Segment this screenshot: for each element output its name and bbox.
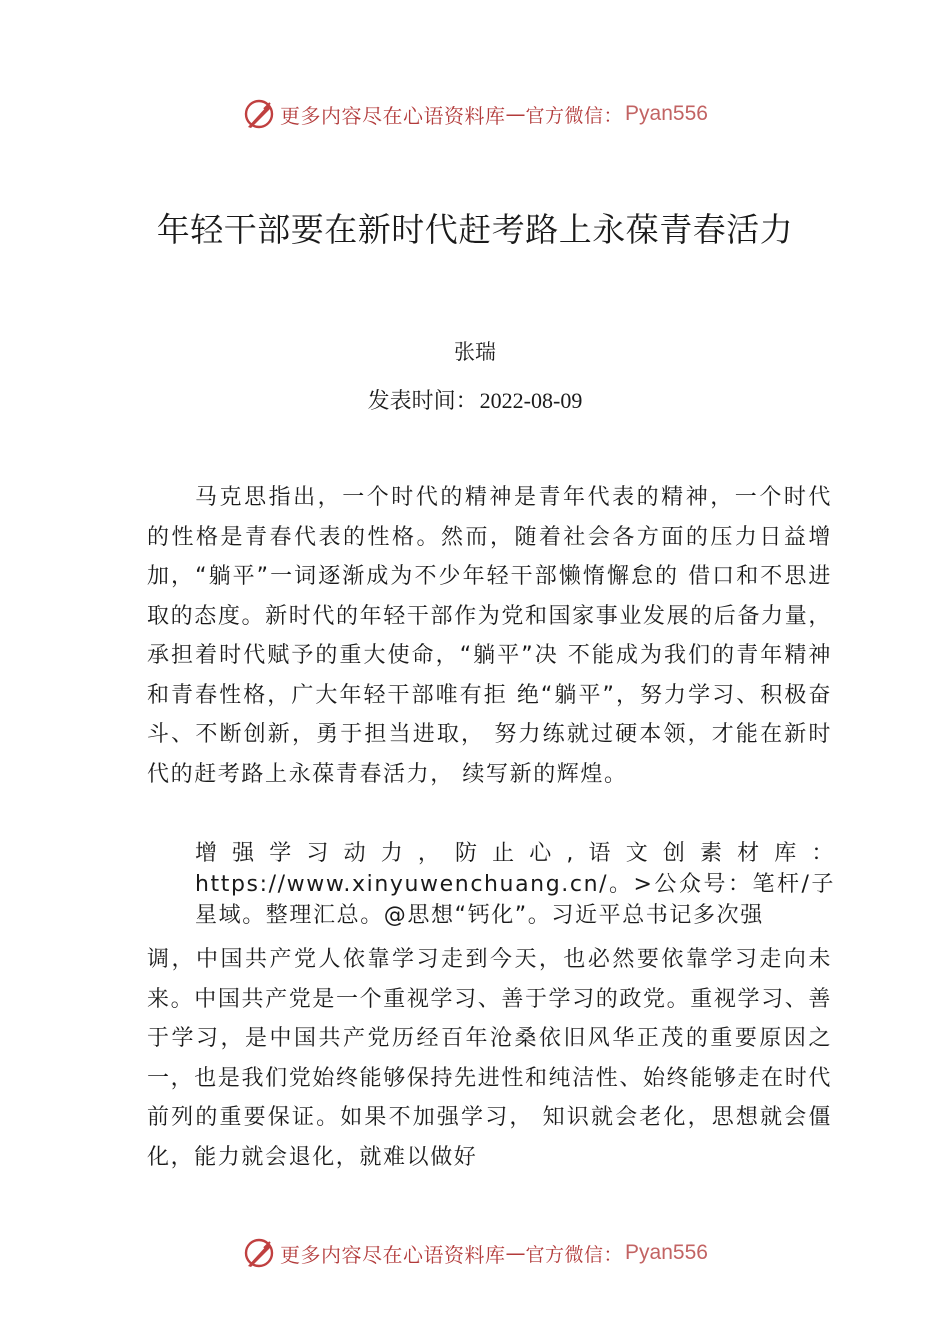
publish-date-label: 发表时间： xyxy=(367,389,478,414)
promo-text: 更多内容尽在心语资料库 xyxy=(280,1242,506,1267)
quill-logo-icon xyxy=(242,97,276,131)
article-author: 张瑞 xyxy=(454,340,496,364)
wechat-id: Pyan556 xyxy=(625,102,708,125)
body-paragraph-3: 调，中国共产党人依靠学习走到今天，也必然要依靠学习走向未来。中国共产党是一个重视学习、善于学习的政党。重视学习、善于学习，是中国共产党历经百年沧桑依旧风华正茂的重要原因之一，也是我们党始终能够保持先进性和纯洁性、始终能够走在时代前列的重要保证。如果不加强学习， 知识就会老化，思想就会僵化，能力就会退化，就难以做好 xyxy=(147,947,832,1170)
article-title: 年轻干部要在新时代赶考路上永葆青春活力 xyxy=(156,210,794,249)
promo-text: 更多内容尽在心语资料库 xyxy=(280,103,506,128)
wechat-label: 官方微信： xyxy=(525,104,624,127)
publish-date-value: 2022-08-09 xyxy=(479,388,583,413)
separator: — xyxy=(505,1241,526,1265)
header-banner xyxy=(0,94,950,134)
quill-logo-icon xyxy=(242,1236,276,1270)
body-paragraph-1: 马克思指出，一个时代的精神是青年代表的精神，一个时代的性格是青春代表的性格。然而，随着社会各方面的压力日益增加，“躺平”一词逐渐成为不少年轻干部懒惰懈怠的 借口和不思进取的态度。新时代的年轻干部作为党和国家事业发展的后备力量，承担着时代赋予的重大使命，“躺平”决 不能成为我们的青年精神和青春性格，广大年轻干部唯有拒 绝“躺平”，努力学习、积极奋斗、不断创新，勇于担当进取， 努力练就过硬本领，才能在新时代的赶考路上永葆青春活力， 续写新的辉煌。 xyxy=(147,485,832,787)
wechat-label: 官方微信： xyxy=(525,1243,624,1266)
footer-banner xyxy=(0,1233,950,1273)
separator: — xyxy=(505,102,526,126)
wechat-id: Pyan556 xyxy=(625,1241,708,1264)
publish-date xyxy=(0,384,950,415)
body-paragraph-2: 增强学习动力，防止心,语文创素材库：https://www.xinyuwenchuang.cn/。>公众号：笔杆/子星域。整理汇总。@思想“钙化”。习近平总书记多次强 xyxy=(195,841,835,928)
